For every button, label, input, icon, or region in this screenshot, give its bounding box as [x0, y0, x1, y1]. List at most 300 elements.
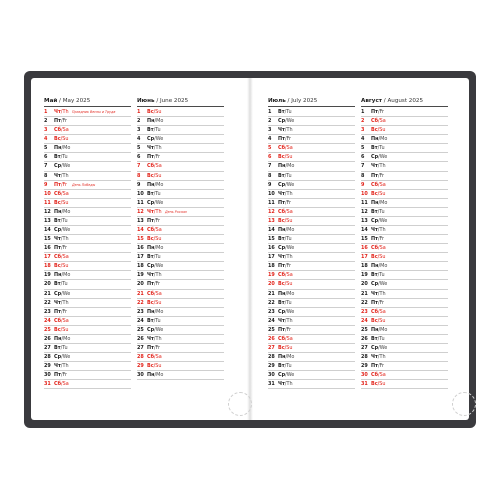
weekday-en: Su [62, 326, 69, 333]
day-row: 31 Сб/Sa [44, 380, 131, 389]
day-number: 29 [137, 363, 144, 370]
day-row: 31 Вс/Su [361, 380, 448, 389]
weekday-ru: Ср [371, 345, 379, 352]
day-row: 3 Вт/Tu [137, 126, 224, 135]
weekday-ru: Сб [371, 372, 379, 379]
weekday-ru: Сб [54, 190, 62, 197]
day-row: 23 Сб/Sa [361, 308, 448, 317]
day-row: 26 Сб/Sa [268, 335, 355, 344]
weekday-ru: Пн [147, 308, 155, 315]
month-header [137, 96, 224, 107]
day-row: 18 Пн/Mo [361, 262, 448, 271]
weekday-en: Sa [62, 190, 69, 197]
day-row: 31 Чт/Th [268, 380, 355, 389]
weekday-en: Sa [286, 335, 293, 342]
day-row: 4 Пт/Fr [268, 135, 355, 144]
weekday-en: Su [379, 190, 386, 197]
day-number: 11 [137, 199, 144, 206]
day-row: 10 Вт/Tu [137, 190, 224, 199]
day-row: 22 Пт/Fr [361, 299, 448, 308]
day-number: 17 [268, 254, 275, 261]
day-row: 16 Сб/Sa [361, 244, 448, 253]
day-number: 7 [268, 163, 272, 170]
day-number: 30 [137, 372, 144, 379]
day-number: 6 [268, 154, 272, 161]
weekday-ru: Чт [54, 109, 61, 115]
weekday-en: Sa [62, 127, 69, 134]
weekday-ru: Вс [371, 317, 378, 324]
day-number: 2 [137, 118, 141, 125]
day-number: 13 [268, 217, 275, 224]
weekday-en: We [379, 345, 388, 352]
day-row: 14 Пн/Mo [268, 226, 355, 235]
day-row: 1 Вс/Su [137, 108, 224, 117]
month-header [44, 96, 131, 107]
month-may [44, 96, 131, 389]
day-row: 30 Пт/Fr [44, 371, 131, 380]
weekday-ru: Вт [54, 217, 61, 224]
weekday-ru: Пт [278, 136, 285, 143]
weekday-en: Th [155, 335, 162, 342]
day-number: 27 [44, 345, 51, 352]
weekday-ru: Ср [147, 136, 155, 143]
day-row: 17 Вт/Tu [137, 253, 224, 262]
day-row: 29 Чт/Th [44, 362, 131, 371]
weekday-en: Th [155, 272, 162, 279]
day-number: 25 [44, 326, 51, 333]
day-number: 4 [137, 136, 141, 143]
weekday-ru: Чт [371, 354, 378, 361]
day-number: 15 [268, 236, 275, 243]
month-name-en: / June 2025 [156, 98, 189, 104]
day-number: 17 [137, 254, 144, 261]
day-number: 15 [361, 236, 368, 243]
weekday-en: Th [62, 363, 69, 370]
weekday-en: We [286, 372, 295, 379]
day-number: 23 [361, 308, 368, 315]
day-number: 19 [268, 272, 275, 279]
day-number: 3 [361, 127, 365, 134]
weekday-ru: Вс [371, 254, 378, 261]
day-number: 18 [44, 263, 51, 270]
weekday-ru: Вт [278, 236, 285, 243]
weekday-en: Su [379, 317, 386, 324]
weekday-en: Fr [62, 245, 68, 252]
weekday-en: Th [379, 227, 386, 234]
weekday-en: Su [62, 263, 69, 270]
month-name: Август [361, 98, 382, 104]
day-row: 22 Вс/Su [137, 299, 224, 308]
day-row: 5 Вт/Tu [361, 144, 448, 153]
weekday-en: Mo [380, 263, 388, 270]
weekday-en: Sa [379, 308, 386, 315]
weekday-ru: Сб [371, 118, 379, 125]
weekday-en: Mo [287, 290, 295, 297]
day-number: 26 [361, 335, 368, 342]
day-number: 6 [361, 154, 365, 161]
weekday-ru: Вс [54, 136, 61, 143]
day-number: 12 [361, 208, 368, 215]
day-number: 4 [268, 136, 272, 143]
day-row: 25 Пт/Fr [268, 326, 355, 335]
weekday-en: Sa [155, 227, 162, 234]
weekday-ru: Пн [278, 227, 286, 234]
weekday-en: We [62, 227, 71, 234]
weekday-ru: Вт [54, 345, 61, 352]
day-number: 11 [361, 199, 368, 206]
day-number: 27 [361, 345, 368, 352]
weekday-en: Fr [62, 372, 68, 379]
day-number: 23 [268, 308, 275, 315]
weekday-ru: Вс [147, 172, 154, 179]
weekday-en: Su [286, 281, 293, 288]
weekday-en: Mo [63, 145, 71, 152]
weekday-ru: Вс [278, 217, 285, 224]
day-number: 31 [268, 381, 275, 388]
day-number: 3 [268, 127, 272, 134]
weekday-ru: Сб [278, 272, 286, 279]
day-row: 21 Сб/Sa [137, 290, 224, 299]
day-number: 21 [268, 290, 275, 297]
weekday-ru: Вс [147, 236, 154, 243]
day-number: 24 [44, 317, 51, 324]
weekday-ru: Чт [147, 272, 154, 279]
weekday-en: Tu [286, 109, 292, 115]
day-number: 26 [137, 335, 144, 342]
day-row: 16 Пт/Fr [44, 244, 131, 253]
day-number: 18 [137, 263, 144, 270]
weekday-ru: Чт [54, 299, 61, 306]
weekday-en: Mo [63, 208, 71, 215]
weekday-en: Fr [62, 118, 68, 125]
month-name: Июнь [137, 98, 155, 104]
weekday-ru: Вс [278, 345, 285, 352]
day-number: 22 [268, 299, 275, 306]
day-row: 28 Сб/Sa [137, 353, 224, 362]
weekday-en: Th [286, 127, 293, 134]
day-row: 6 Вс/Su [268, 153, 355, 162]
weekday-en: Th [379, 163, 386, 170]
day-row: 9 Пт/Fr День Победы [44, 181, 131, 190]
weekday-en: Fr [155, 154, 161, 161]
weekday-en: Fr [379, 299, 385, 306]
day-number: 1 [44, 109, 48, 115]
day-row: 10 Сб/Sa [44, 190, 131, 199]
weekday-en: Fr [155, 281, 161, 288]
day-row: 28 Ср/We [44, 353, 131, 362]
weekday-en: Th [286, 254, 293, 261]
day-number: 4 [361, 136, 365, 143]
day-row: 2 Ср/We [268, 117, 355, 126]
day-row: 27 Вт/Tu [44, 344, 131, 353]
weekday-en: Th [155, 208, 162, 215]
weekday-en: Fr [155, 217, 161, 224]
weekday-en: Th [286, 317, 293, 324]
weekday-ru: Вт [147, 317, 154, 324]
weekday-en: Sa [62, 381, 69, 388]
weekday-en: Mo [380, 326, 388, 333]
day-row: 10 Чт/Th [268, 190, 355, 199]
weekday-ru: Вс [371, 190, 378, 197]
day-number: 5 [44, 145, 48, 152]
day-number: 8 [44, 172, 48, 179]
day-number: 17 [361, 254, 368, 261]
day-number: 8 [361, 172, 365, 179]
weekday-en: Sa [62, 317, 69, 324]
weekday-ru: Сб [147, 290, 155, 297]
day-number: 19 [361, 272, 368, 279]
weekday-ru: Ср [147, 199, 155, 206]
holiday-note: День России [165, 209, 187, 214]
day-number: 13 [44, 217, 51, 224]
weekday-en: Sa [155, 354, 162, 361]
weekday-en: Mo [63, 335, 71, 342]
day-row: 20 Пт/Fr [137, 280, 224, 289]
day-row: 7 Сб/Sa [137, 162, 224, 171]
month-name: Май [44, 98, 58, 104]
weekday-en: We [286, 245, 295, 252]
day-number: 10 [361, 190, 368, 197]
day-row: 4 Пн/Mo [361, 135, 448, 144]
day-number: 15 [137, 236, 144, 243]
weekday-en: Tu [379, 335, 385, 342]
weekday-ru: Вт [371, 335, 378, 342]
day-number: 3 [137, 127, 141, 134]
day-row: 27 Вс/Su [268, 344, 355, 353]
day-row: 10 Вс/Su [361, 190, 448, 199]
weekday-ru: Вт [147, 190, 154, 197]
weekday-ru: Пн [278, 163, 286, 170]
weekday-ru: Пн [371, 263, 379, 270]
day-row: 2 Сб/Sa [361, 117, 448, 126]
weekday-ru: Вт [278, 299, 285, 306]
day-number: 8 [268, 172, 272, 179]
day-number: 21 [137, 290, 144, 297]
weekday-en: Su [379, 381, 386, 388]
day-number: 4 [44, 136, 48, 143]
weekday-ru: Пн [54, 145, 62, 152]
weekday-en: We [286, 118, 295, 125]
weekday-ru: Пт [54, 308, 61, 315]
weekday-en: Th [62, 236, 69, 243]
day-row: 3 Чт/Th [268, 126, 355, 135]
weekday-ru: Пт [147, 154, 154, 161]
weekday-en: Mo [287, 354, 295, 361]
day-number: 9 [361, 181, 365, 188]
day-row: 5 Чт/Th [137, 144, 224, 153]
weekday-ru: Чт [147, 208, 154, 215]
day-number: 30 [361, 372, 368, 379]
weekday-ru: Чт [371, 163, 378, 170]
weekday-en: Fr [379, 109, 385, 115]
weekday-ru: Ср [278, 245, 286, 252]
day-number: 1 [137, 109, 141, 115]
weekday-ru: Ср [371, 281, 379, 288]
weekday-ru: Чт [54, 363, 61, 370]
day-row: 28 Чт/Th [361, 353, 448, 362]
day-row: 15 Пт/Fr [361, 235, 448, 244]
weekday-ru: Вс [147, 363, 154, 370]
day-row: 13 Пт/Fr [137, 217, 224, 226]
holiday-note: День Победы [72, 182, 96, 187]
day-row: 20 Вт/Tu [44, 280, 131, 289]
month-header [268, 96, 355, 107]
weekday-en: Tu [286, 172, 292, 179]
day-number: 25 [361, 326, 368, 333]
day-number: 23 [44, 308, 51, 315]
weekday-ru: Чт [371, 227, 378, 234]
weekday-en: Su [155, 172, 162, 179]
weekday-en: Mo [63, 272, 71, 279]
day-row: 13 Вт/Tu [44, 217, 131, 226]
day-number: 14 [44, 227, 51, 234]
day-row: 21 Ср/We [44, 290, 131, 299]
weekday-ru: Пт [54, 245, 61, 252]
bookmark-curve-right [452, 392, 476, 416]
day-row: 11 Пт/Fr [268, 199, 355, 208]
month-august [361, 96, 448, 389]
weekday-en: Sa [62, 254, 69, 261]
day-row: 30 Ср/We [268, 371, 355, 380]
day-number: 5 [268, 145, 272, 152]
day-number: 22 [137, 299, 144, 306]
day-row: 26 Вт/Tu [361, 335, 448, 344]
day-row: 29 Пт/Fr [361, 362, 448, 371]
weekday-ru: Вт [278, 363, 285, 370]
weekday-ru: Пн [54, 208, 62, 215]
day-number: 24 [137, 317, 144, 324]
weekday-en: Tu [62, 345, 68, 352]
weekday-ru: Пн [371, 326, 379, 333]
day-row: 19 Вт/Tu [361, 271, 448, 280]
day-number: 15 [44, 236, 51, 243]
weekday-ru: Пн [278, 290, 286, 297]
weekday-en: Tu [155, 190, 161, 197]
weekday-en: Sa [155, 290, 162, 297]
weekday-en: Su [155, 299, 162, 306]
weekday-en: Su [155, 109, 162, 115]
weekday-en: Fr [62, 181, 68, 188]
day-row: 11 Пн/Mo [361, 199, 448, 208]
month-name: Июль [268, 98, 286, 104]
day-row: 24 Вт/Tu [137, 317, 224, 326]
day-row: 27 Пт/Fr [137, 344, 224, 353]
weekday-ru: Вт [278, 172, 285, 179]
weekday-ru: Сб [54, 317, 62, 324]
weekday-ru: Ср [54, 163, 62, 170]
day-row: 27 Ср/We [361, 344, 448, 353]
weekday-en: Su [286, 154, 293, 161]
weekday-en: Mo [156, 372, 164, 379]
day-number: 12 [268, 208, 275, 215]
weekday-ru: Пт [278, 326, 285, 333]
weekday-en: Sa [379, 372, 386, 379]
day-number: 17 [44, 254, 51, 261]
day-row: 1 Чт/Th Праздник Весны и Труда [44, 108, 131, 117]
weekday-en: Mo [156, 118, 164, 125]
day-row: 8 Вт/Tu [268, 172, 355, 181]
weekday-ru: Вс [278, 154, 285, 161]
weekday-ru: Пн [147, 372, 155, 379]
day-row: 14 Чт/Th [361, 226, 448, 235]
weekday-ru: Вс [147, 109, 154, 115]
day-number: 27 [137, 345, 144, 352]
day-number: 20 [268, 281, 275, 288]
day-number: 25 [268, 326, 275, 333]
day-row: 30 Пн/Mo [137, 371, 224, 380]
day-number: 14 [361, 227, 368, 234]
weekday-ru: Ср [278, 181, 286, 188]
day-number: 2 [268, 118, 272, 125]
weekday-ru: Пн [147, 118, 155, 125]
weekday-ru: Вс [371, 381, 378, 388]
weekday-en: Sa [286, 208, 293, 215]
weekday-ru: Вт [371, 145, 378, 152]
weekday-ru: Вс [278, 281, 285, 288]
day-row: 16 Ср/We [268, 244, 355, 253]
day-number: 1 [268, 109, 272, 115]
day-number: 20 [44, 281, 51, 288]
day-row: 4 Ср/We [137, 135, 224, 144]
day-row: 21 Пн/Mo [268, 290, 355, 299]
day-row: 18 Вс/Su [44, 262, 131, 271]
day-row: 5 Сб/Sa [268, 144, 355, 153]
weekday-en: Th [379, 290, 386, 297]
weekday-en: We [62, 290, 71, 297]
weekday-ru: Сб [278, 335, 286, 342]
weekday-ru: Пт [371, 109, 378, 115]
day-row: 2 Пт/Fr [44, 117, 131, 126]
day-row: 1 Вт/Tu [268, 108, 355, 117]
day-number: 6 [137, 154, 141, 161]
day-row: 17 Вс/Su [361, 253, 448, 262]
month-name-en: / May 2025 [59, 98, 91, 104]
day-number: 22 [44, 299, 51, 306]
day-number: 11 [44, 199, 51, 206]
day-row: 6 Ср/We [361, 153, 448, 162]
weekday-en: We [379, 281, 388, 288]
day-number: 27 [268, 345, 275, 352]
day-row: 30 Сб/Sa [361, 371, 448, 380]
day-row: 19 Пн/Mo [44, 271, 131, 280]
day-number: 19 [137, 272, 144, 279]
weekday-ru: Сб [371, 245, 379, 252]
weekday-en: Su [379, 254, 386, 261]
weekday-en: We [286, 308, 295, 315]
day-number: 10 [137, 190, 144, 197]
day-row: 24 Чт/Th [268, 317, 355, 326]
weekday-ru: Вт [371, 208, 378, 215]
weekday-ru: Ср [371, 217, 379, 224]
weekday-ru: Сб [147, 354, 155, 361]
weekday-ru: Пт [371, 236, 378, 243]
weekday-en: Tu [379, 145, 385, 152]
day-row: 23 Ср/We [268, 308, 355, 317]
weekday-en: We [286, 181, 295, 188]
weekday-ru: Пн [54, 272, 62, 279]
weekday-en: Tu [62, 217, 68, 224]
weekday-en: Mo [380, 199, 388, 206]
day-number: 8 [137, 172, 141, 179]
weekday-en: Mo [287, 227, 295, 234]
weekday-ru: Сб [54, 381, 62, 388]
day-row: 6 Пт/Fr [137, 153, 224, 162]
day-number: 31 [361, 381, 368, 388]
day-number: 30 [44, 372, 51, 379]
weekday-ru: Ср [278, 118, 286, 125]
day-row: 19 Чт/Th [137, 271, 224, 280]
day-number: 25 [137, 326, 144, 333]
